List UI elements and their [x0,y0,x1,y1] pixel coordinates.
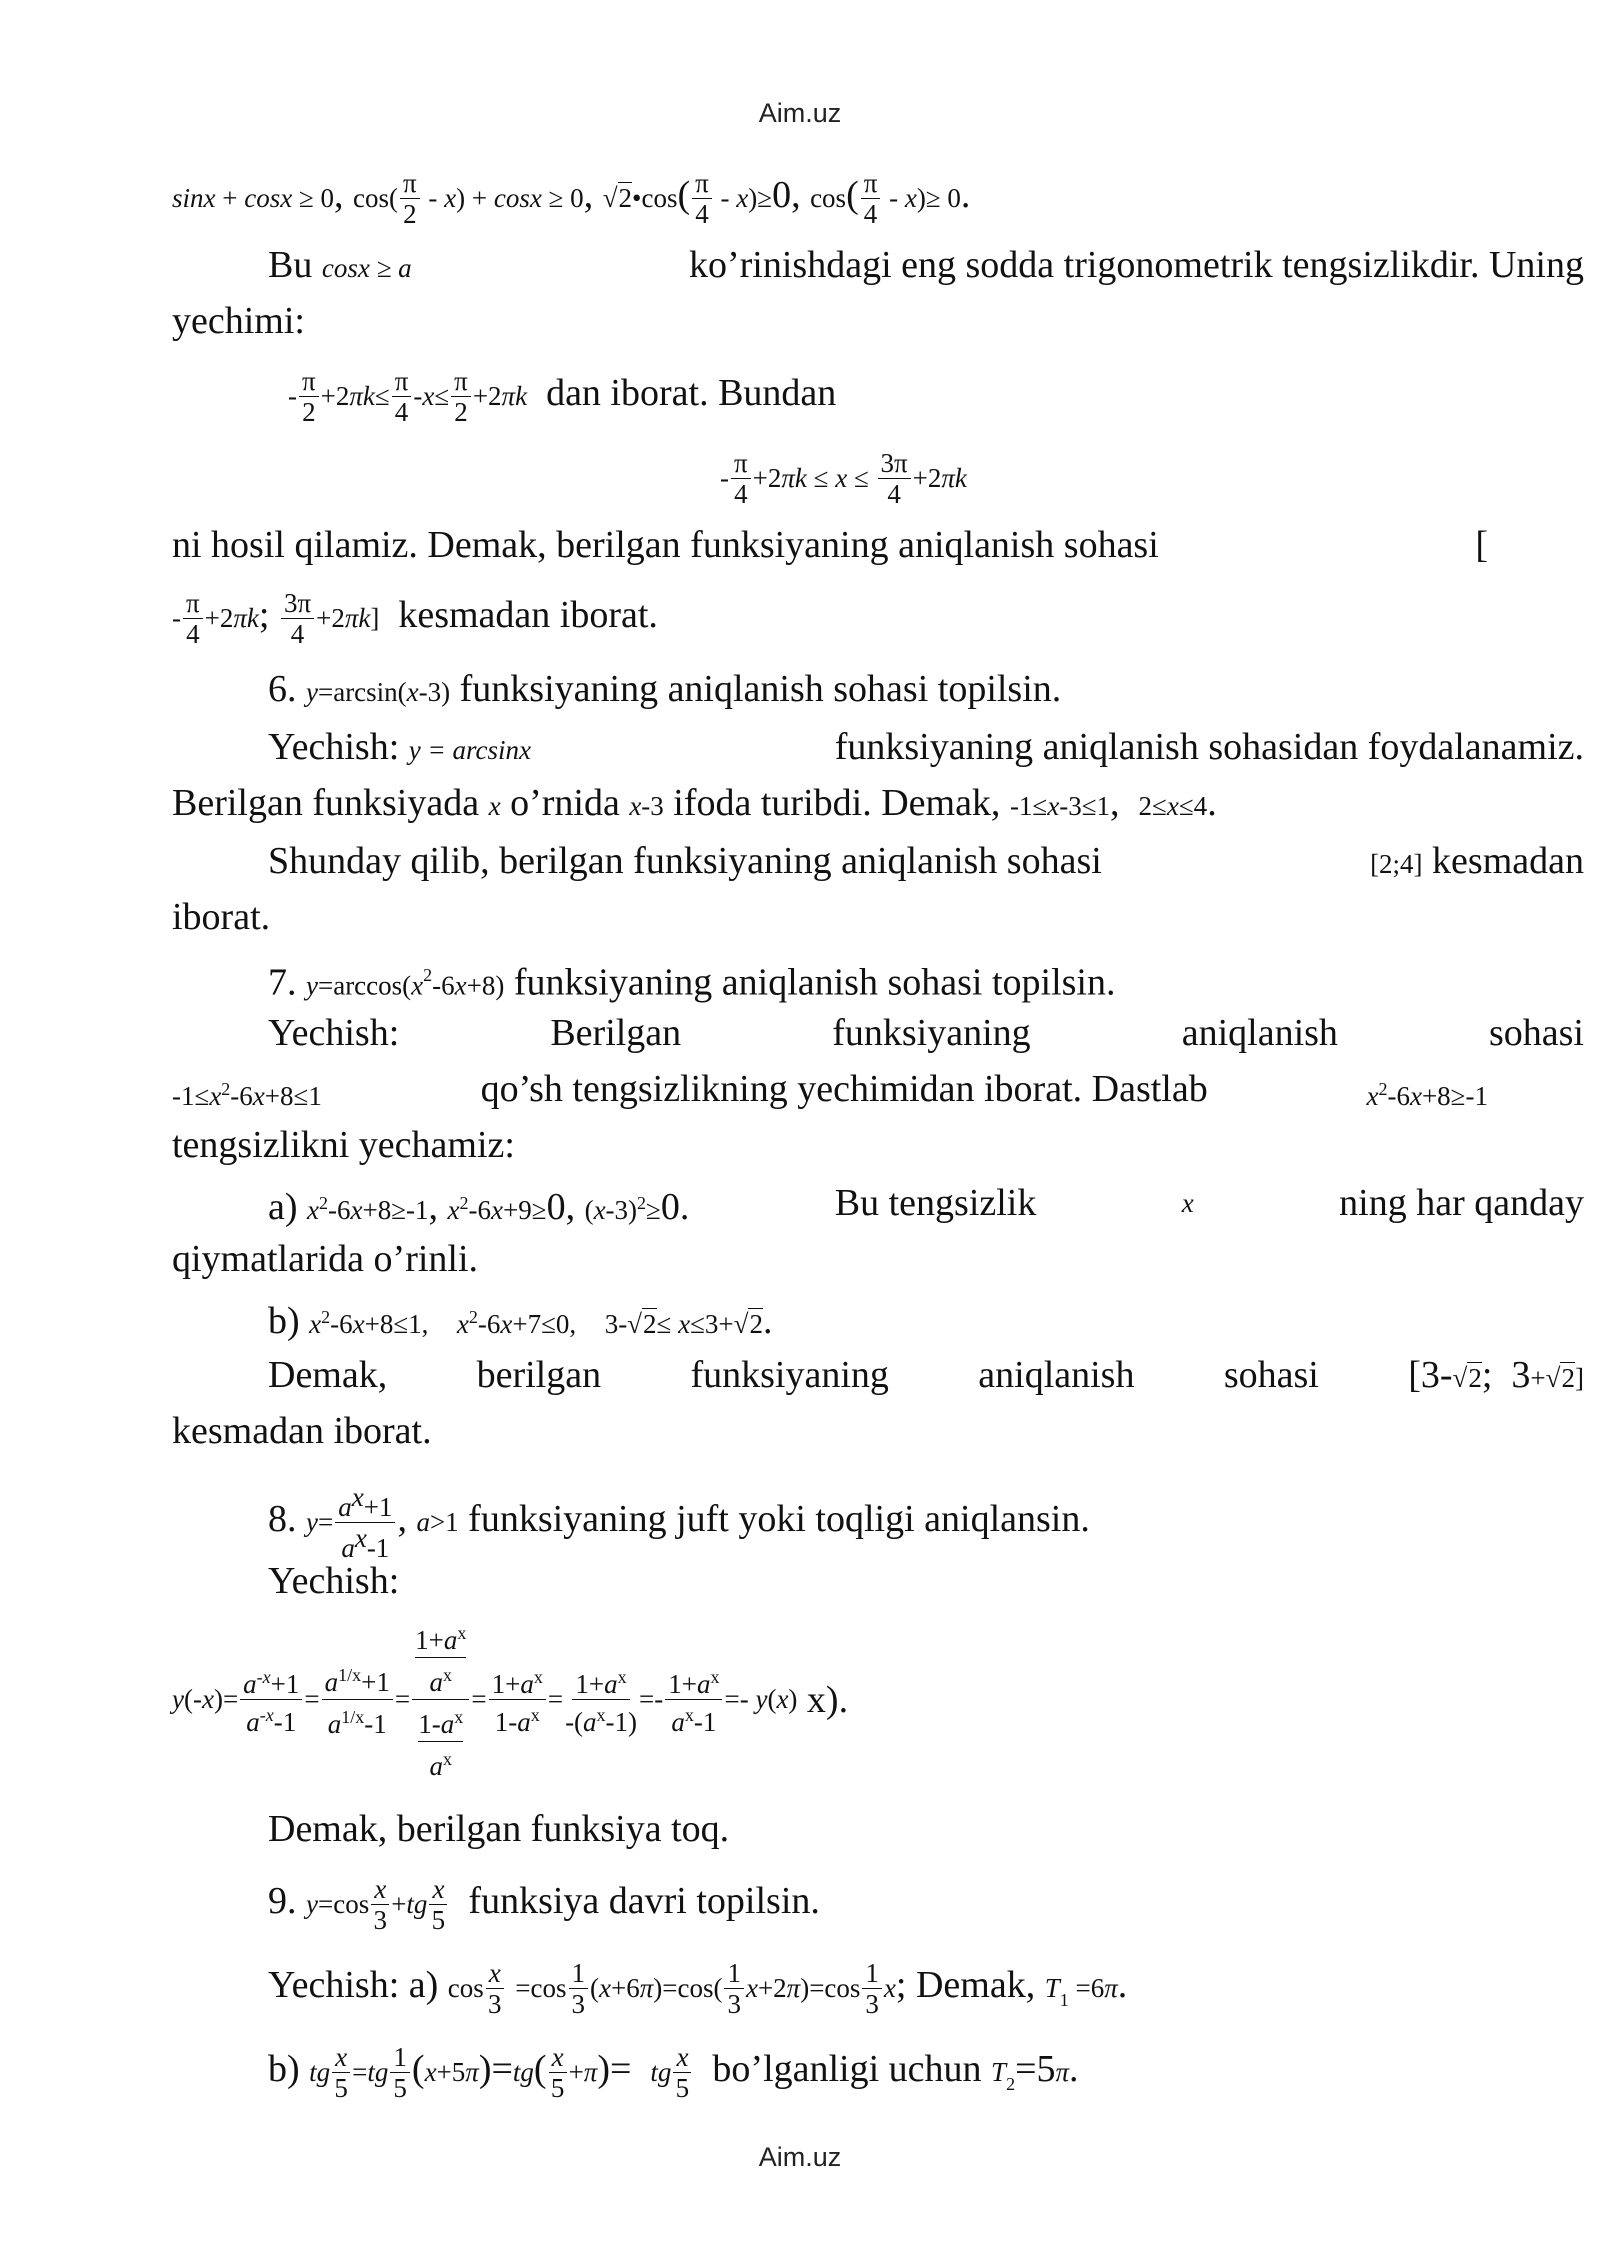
formula-line-1: sinx + cosx ≥ 0, cos( $\frac{\pi}{2}$ - x) + cosx ≥ 0, √2•cos( $\frac{\pi}{4}$ - x)≥0, cos( $\frac{\pi}{4}$ - x)≥ 0. [172,168,971,229]
problem-6-title: 6. y=arcsin(x-3) funksiyaning aniqlanish sohasi topilsin. [268,668,1062,710]
problem-6-conclusion: Shunday qilib, berilgan funksiyaning aniqlanish sohasi [2;4] kesmadan [268,840,1584,882]
problem-7-solution-line-1: Yechish: Berilgan funksiyaning aniqlanish sohasi [268,1012,1584,1054]
problem-6-conclusion-end: iborat. [172,896,271,938]
page-footer: Aim.uz [758,2142,842,2172]
formula-line-7: - $\frac{\pi}{4}$ +2πk; $\frac{3\pi}{4}$ +2πk] kesmadan iborat. [172,588,658,649]
text-line-6: ni hosil qilamiz. Demak, berilgan funksiyaning aniqlanish sohasi [ [172,524,1488,566]
problem-7-conclusion: Demak, berilgan funksiyaning aniqlanish sohasi [3-√2; 3+√2] [268,1354,1584,1396]
problem-8-solution-label: Yechish: [268,1560,400,1602]
problem-6-solution-line-2: Berilgan funksiyada x o’rnida x-3 ifoda turibdi. Demak, -1≤x-3≤1, 2≤x≤4. [172,782,1217,824]
problem-6-solution-line-1: Yechish: y = arcsinx funksiyaning aniqlanish sohasidan foydalanamiz. [268,726,1584,768]
problem-9-solution-b: b) tg $\frac{x}{5}$ =tg $\frac{1}{5}$ (x+5π)=tg( $\frac{x}{5}$ +π)= tg $\frac{x}{5}$ bo’lganligi uchun $T_2=5\pi$. [268,2042,1079,2103]
problem-7-title: 7. $y=\arccos(x^2-6x+8)$ funksiyaning aniqlanish sohasi topilsin. [268,961,1116,1004]
problem-7-case-a: a) $x^2-6x+8\ge-1$, $x^2-6x+9\ge 0$, $(x-3)^2\ge 0$. Bu tengsizlik x ning har qanday [268,1182,1584,1228]
problem-9-title: 9. y=cos $\frac{x}{3}$ +tg $\frac{x}{5}$ funksiya davri topilsin. [268,1874,820,1935]
problem-8-conclusion: Demak, berilgan funksiya toq. [268,1808,730,1850]
problem-8-title: 8. y= $\frac{a^x+1}{a^x-1}$ , a>1 funksiyaning juft yoki toqligi aniqlansin. [268,1482,1090,1563]
problem-7-solution-line-2: $-1\le x^2-6x+8\le 1$ qo’sh tengsizlikning yechimidan iborat. Dastlab $x^2-6x+8\ge-1$ [172,1068,1488,1111]
problem-9-solution-a: Yechish: a) cos $\frac{x}{3}$ =cos $\frac{1}{3}$ (x+6π)=cos( $\frac{1}{3}$ x+2π)=cos $\frac{1}{3}$ x; Demak, $T_1 =6\pi$. [268,1958,1128,2019]
problem-8-derivation: y (- x )= $\frac{a^{-x}+1}{a^{-x}-1}$ = $\frac{a^{1/x}+1}{a^{1/x}-1}$ = $\frac{\frac{1+a^x}{a^x}}{\frac{1-a^x}{a^x}}$ = $\frac{1+a^x}{1-a^x}$ = $\frac{1+a^x}{-(a^x-1)}$ =- $\frac{1+a^x}{a^x-1}$ =- y(x) x). [172,1616,1488,1783]
problem-7-conclusion-end: kesmadan iborat. [172,1410,432,1452]
text-line-2: Bu cosx ≥ a ko’rinishdagi eng sodda trigonometrik tengsizlikdir. Uning [268,244,1584,286]
problem-7-solution-line-3: tengsizlikni yechamiz: [172,1124,515,1166]
formula-line-5: - $\frac{\pi}{4}$ +2πk ≤ x ≤ $\frac{3\pi}{4}$ +2πk [720,448,967,509]
page-header: Aim.uz [758,98,842,128]
text-line-3: yechimi: [172,300,305,342]
problem-7-case-a-end: qiymatlarida o’rinli. [172,1238,479,1280]
formula-line-4: - $\frac{\pi}{2}$ +2πk≤ $\frac{\pi}{4}$ -x≤ $\frac{\pi}{2}$ +2πk dan iborat. Bundan [288,366,837,427]
problem-7-case-b: b) $x^2-6x+8\le 1$, $x^2-6x+7\le 0$, 3-√2≤ x≤3+√2. [268,1300,773,1342]
